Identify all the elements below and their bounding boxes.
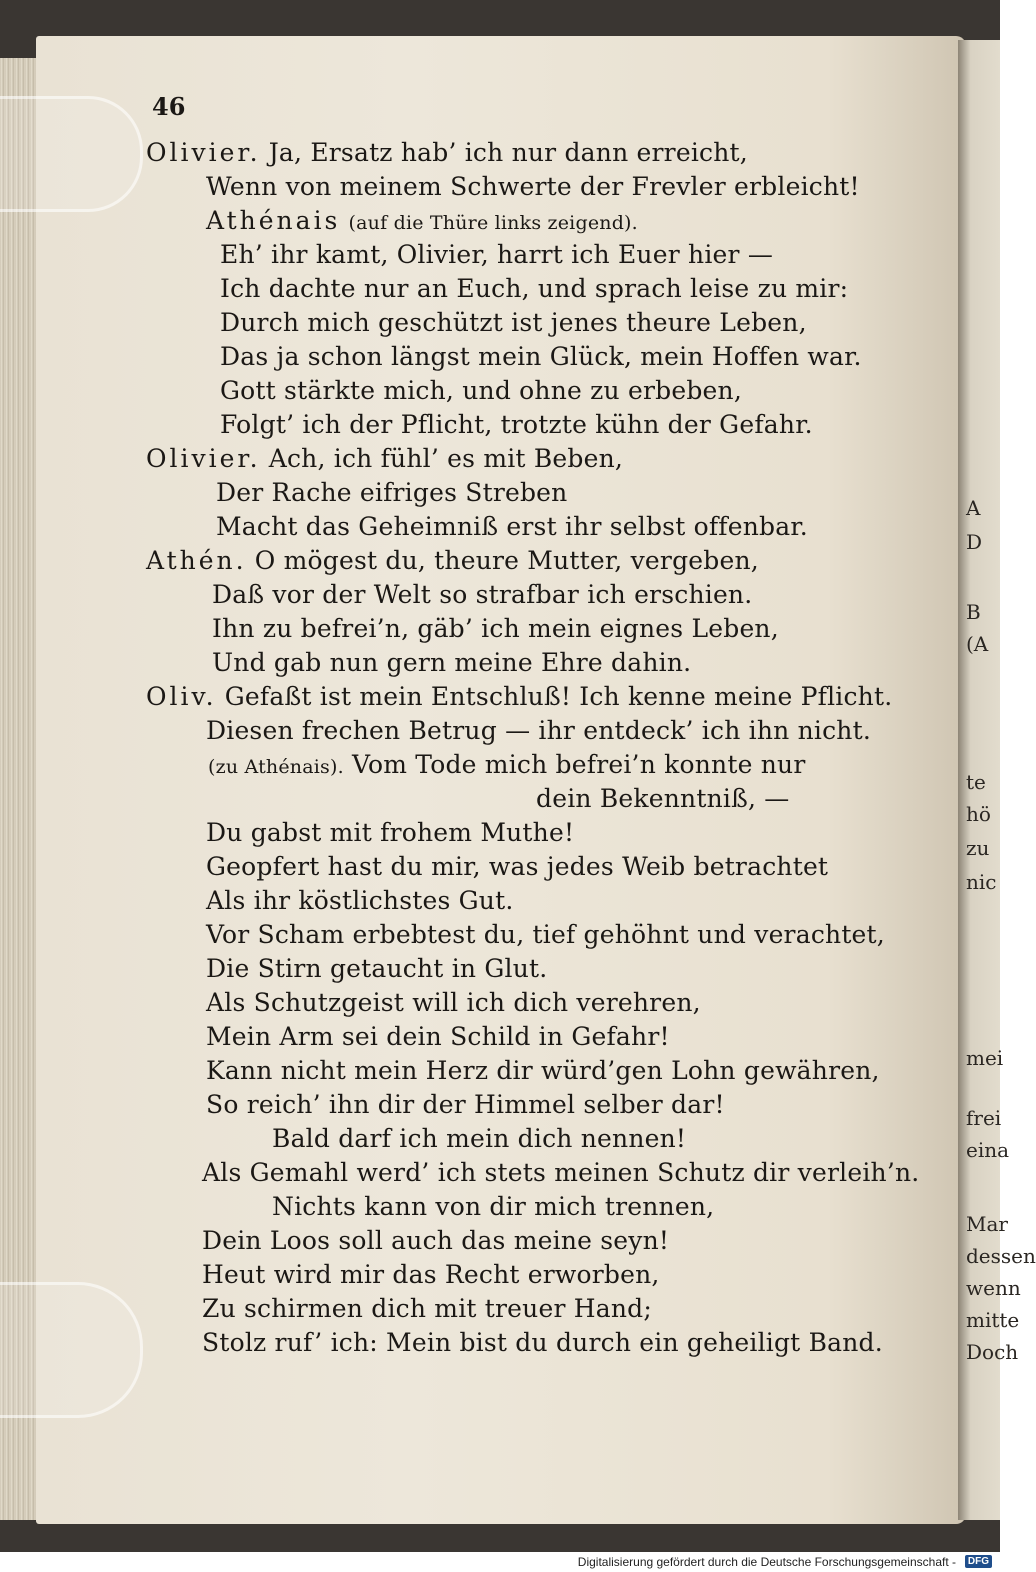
facing-fragment: Mar — [966, 1212, 1008, 1236]
facing-fragment: (A — [966, 632, 989, 656]
line-text: O mögest du, theure Mutter, vergeben, — [246, 546, 759, 575]
line-text: Vom Tode mich befrei’n konnte nur — [343, 750, 806, 779]
footer-bar — [0, 1552, 1000, 1572]
facing-fragment: zu — [966, 836, 990, 860]
facing-fragment: wenn — [966, 1276, 1021, 1300]
facing-fragment: te — [966, 770, 986, 794]
stage-direction: (auf die Thüre links zeigend). — [348, 212, 638, 234]
verse-line — [206, 206, 638, 235]
footer-credit: Digitalisierung gefördert durch die Deutsche Forschungsgemeinschaft - — [577, 1555, 956, 1569]
facing-fragment: mitte — [966, 1308, 1020, 1332]
page-clip-bottom — [0, 1282, 143, 1418]
verse-line: Ich dachte nur an Euch, und sprach leise zu mir: — [220, 274, 849, 303]
facing-page-edge — [958, 40, 1036, 1520]
line-text: Ach, ich fühl’ es mit Beben, — [260, 444, 624, 473]
facing-fragment: mei — [966, 1046, 1004, 1070]
verse-line: Als ihr köstlichstes Gut. — [206, 886, 514, 915]
facing-fragment: hö — [966, 802, 991, 826]
facing-fragment: frei — [966, 1106, 1002, 1130]
verse-line — [146, 682, 892, 711]
verse-line: Daß vor der Welt so strafbar ich erschien. — [212, 580, 753, 609]
verse-line: Der Rache eifriges Streben — [216, 478, 568, 507]
facing-fragment: dessen — [966, 1244, 1036, 1268]
verse-line: Dein Loos soll auch das meine seyn! — [202, 1226, 670, 1255]
verse-line: Kann nicht mein Herz dir würd’gen Lohn gewähren, — [206, 1056, 880, 1085]
verse-line: Folgt’ ich der Pflicht, trotzte kühn der Gefahr. — [220, 410, 813, 439]
verse-line: Diesen frechen Betrug — ihr entdeck’ ich ihn nicht. — [206, 716, 871, 745]
verse-line: Und gab nun gern meine Ehre dahin. — [212, 648, 692, 677]
stage-direction: (zu Athénais). — [208, 756, 344, 778]
facing-fragment: eina — [966, 1138, 1010, 1162]
verse-line: Stolz ruf’ ich: Mein bist du durch ein geheiligt Band. — [202, 1328, 883, 1357]
verse-line: Als Schutzgeist will ich dich verehren, — [206, 988, 701, 1017]
speaker-name: Athén. — [146, 546, 247, 575]
dfg-logo: DFG — [965, 1555, 992, 1568]
verse-line: Ihn zu befrei’n, gäb’ ich mein eignes Leben, — [212, 614, 779, 643]
speaker-name: Athénais — [206, 206, 341, 235]
verse-line: dein Bekenntniß, — — [536, 784, 790, 813]
verse-line — [146, 546, 759, 575]
facing-fragment: nic — [966, 870, 997, 894]
verse-line: Vor Scham erbebtest du, tief gehöhnt und verachtet, — [206, 920, 885, 949]
verse-line: Wenn von meinem Schwerte der Frevler erbleicht! — [206, 172, 860, 201]
speaker-name: Olivier. — [146, 444, 261, 473]
verse-line: So reich’ ihn dir der Himmel selber dar! — [206, 1090, 725, 1119]
verse-line: Du gabst mit frohem Muthe! — [206, 818, 575, 847]
page-clip-top — [0, 96, 143, 212]
facing-fragment: D — [966, 530, 983, 554]
verse-line: Bald darf ich mein dich nennen! — [272, 1124, 687, 1153]
facing-fragment: B — [966, 600, 981, 624]
verse-line: Gott stärkte mich, und ohne zu erbeben, — [220, 376, 742, 405]
facing-fragment: Doch — [966, 1340, 1019, 1364]
speaker-name: Oliv. — [146, 682, 217, 711]
page-number: 46 — [152, 92, 186, 121]
verse-line: Zu schirmen dich mit treuer Hand; — [202, 1294, 653, 1323]
verse-line: Mein Arm sei dein Schild in Gefahr! — [206, 1022, 670, 1051]
verse-line: Eh’ ihr kamt, Olivier, harrt ich Euer hier — — [220, 240, 774, 269]
verse-line: Macht das Geheimniß erst ihr selbst offenbar. — [216, 512, 808, 541]
verse-line: Heut wird mir das Recht erworben, — [202, 1260, 660, 1289]
verse-line: Durch mich geschützt ist jenes theure Leben, — [220, 308, 807, 337]
verse-line: Geopfert hast du mir, was jedes Weib betrachtet — [206, 852, 829, 881]
verse-line — [146, 444, 623, 473]
facing-fragment: A — [966, 496, 981, 520]
verse-line: Die Stirn getaucht in Glut. — [206, 954, 548, 983]
verse-line: Nichts kann von dir mich trennen, — [272, 1192, 715, 1221]
verse-line — [146, 138, 748, 167]
line-text: Ja, Ersatz hab’ ich nur dann erreicht, — [260, 138, 748, 167]
verse-line: Als Gemahl werd’ ich stets meinen Schutz dir verleih’n. — [202, 1158, 920, 1187]
verse-line — [208, 750, 805, 779]
verse-line: Das ja schon längst mein Glück, mein Hoffen war. — [220, 342, 862, 371]
speaker-name: Olivier. — [146, 138, 261, 167]
line-text: Gefaßt ist mein Entschluß! Ich kenne meine Pflicht. — [216, 682, 893, 711]
